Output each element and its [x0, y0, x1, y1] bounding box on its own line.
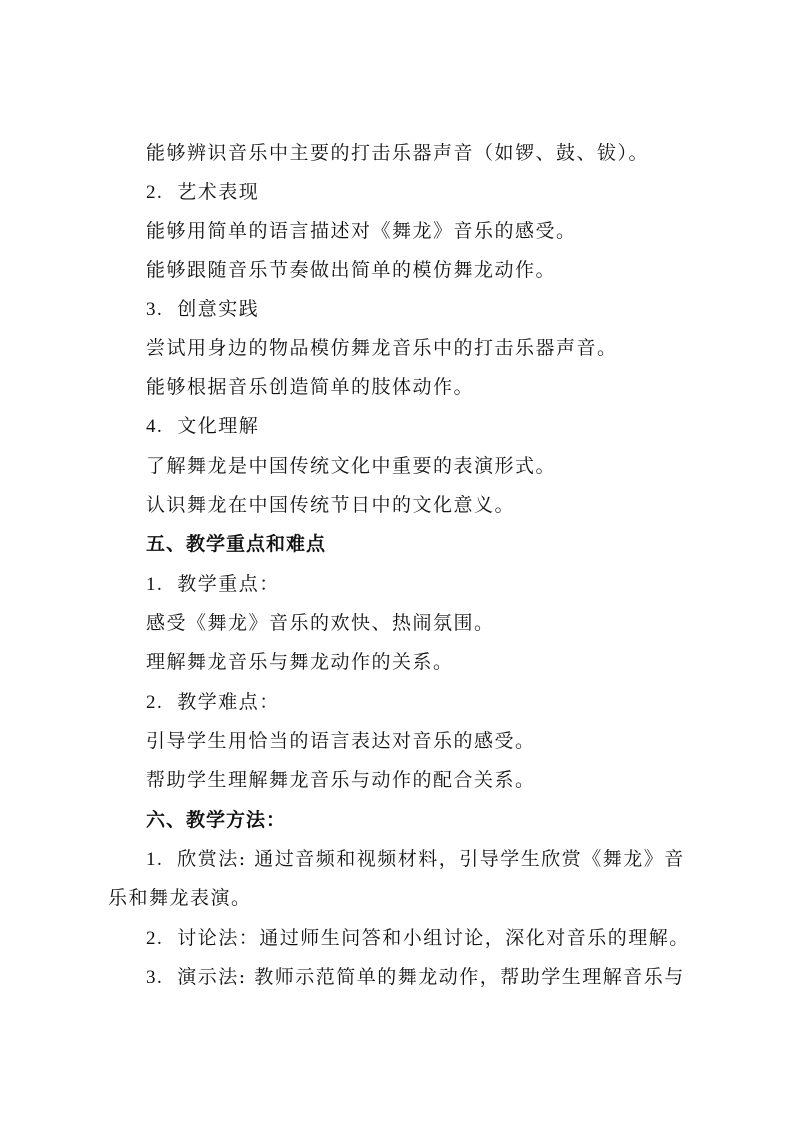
line-text: 欣赏法: 通过音频和视频材料，引导学生欣赏《舞龙》音 — [177, 848, 685, 870]
method-discussion — [146, 926, 690, 951]
list-number: 2. — [146, 692, 164, 713]
line-text: 了解舞龙是中国传统文化中重要的表演形式。 — [146, 455, 557, 477]
body-line — [146, 729, 536, 753]
body-line-continuation — [108, 886, 252, 910]
section-heading-five — [146, 532, 326, 556]
line-text: 理解舞龙音乐与舞龙动作的关系。 — [146, 651, 454, 673]
body-line — [146, 258, 556, 282]
list-number: 2. — [146, 182, 164, 203]
body-line — [146, 219, 577, 243]
body-line — [146, 611, 495, 635]
heading-text: 五、教学重点和难点 — [146, 533, 327, 555]
method-demonstration — [146, 965, 685, 990]
list-number: 3. — [146, 299, 164, 320]
body-line — [146, 768, 536, 792]
line-text: 讨论法：通过师生问答和小组讨论，深化对音乐的理解。 — [177, 927, 690, 949]
body-line — [146, 454, 556, 478]
line-text: 感受《舞龙》音乐的欢快、热闹氛围。 — [146, 612, 495, 634]
line-text: 能够辨识音乐中主要的打击乐器声音（如锣、鼓、钹）。 — [146, 142, 650, 164]
line-text: 演示法: 教师示范简单的舞龙动作，帮助学生理解音乐与 — [177, 966, 685, 988]
list-number: 3. — [146, 967, 164, 988]
subheading-cultural-understanding — [146, 414, 259, 439]
list-number: 1. — [146, 574, 164, 595]
line-text: 艺术表现 — [177, 181, 260, 203]
subheading-difficulties — [146, 690, 280, 715]
line-text: 文化理解 — [177, 415, 260, 437]
list-number: 4. — [146, 416, 164, 437]
list-number: 1. — [146, 849, 164, 870]
line-text: 能够跟随音乐节奏做出简单的模仿舞龙动作。 — [146, 259, 557, 281]
line-text: 教学难点： — [177, 691, 280, 713]
line-text: 帮助学生理解舞龙音乐与动作的配合关系。 — [146, 769, 536, 791]
body-line — [146, 493, 515, 517]
line-text: 能够用简单的语言描述对《舞龙》音乐的感受。 — [146, 220, 577, 242]
body-line — [146, 650, 454, 674]
subheading-creative-practice — [146, 297, 259, 322]
line-text: 乐和舞龙表演。 — [108, 887, 252, 909]
body-line — [146, 141, 649, 165]
body-line — [146, 336, 618, 360]
line-text: 认识舞龙在中国传统节日中的文化意义。 — [146, 494, 516, 516]
subheading-art-expression — [146, 180, 259, 205]
line-text: 教学重点： — [177, 573, 280, 595]
line-text: 尝试用身边的物品模仿舞龙音乐中的打击乐器声音。 — [146, 337, 618, 359]
line-text: 创意实践 — [177, 298, 260, 320]
subheading-key-points — [146, 572, 280, 597]
section-heading-six — [146, 808, 286, 832]
body-line — [146, 375, 474, 399]
heading-text: 六、教学方法： — [146, 809, 287, 831]
line-text: 引导学生用恰当的语言表达对音乐的感受。 — [146, 730, 536, 752]
method-appreciation — [146, 847, 685, 872]
line-text: 能够根据音乐创造简单的肢体动作。 — [146, 376, 475, 398]
list-number: 2. — [146, 928, 164, 949]
